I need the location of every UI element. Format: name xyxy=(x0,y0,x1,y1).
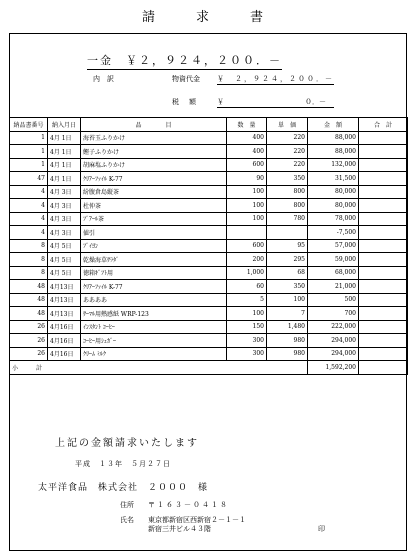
table-row xyxy=(10,212,408,226)
col-header-quantity: 数 量 xyxy=(227,118,267,132)
tax-label: 税額 xyxy=(172,98,206,106)
amount-cell: 57,000 xyxy=(308,239,359,253)
slip-number-cell: 8 xyxy=(10,253,48,267)
total-cell xyxy=(359,145,408,159)
amount-cell: 700 xyxy=(308,307,359,321)
amount-cell: 31,500 xyxy=(308,172,359,186)
col-header-unit-price: 単 価 xyxy=(267,118,308,132)
tax-amount: ０．－ xyxy=(305,98,326,106)
total-cell xyxy=(359,199,408,213)
col-header-total: 合 計 xyxy=(359,118,408,132)
quantity-cell: 400 xyxy=(227,131,267,145)
table-row xyxy=(10,334,408,348)
unit-price-cell: 7 xyxy=(267,307,308,321)
document-title: 請 求 書 xyxy=(141,10,277,25)
item-cell: 杜仲茶 xyxy=(81,199,227,213)
quantity-cell: 100 xyxy=(227,199,267,213)
unit-price-cell: 800 xyxy=(267,199,308,213)
total-cell xyxy=(359,320,408,334)
table-row xyxy=(10,320,408,334)
table-row xyxy=(10,266,408,280)
item-cell: ｲﾝｽﾀﾝﾄ ｺｰﾋｰ xyxy=(81,320,227,334)
table-header-row xyxy=(10,118,408,132)
item-cell: ｻｰﾏﾙ用熱感紙 WRP-123 xyxy=(81,307,227,321)
quantity-cell: 5 xyxy=(227,293,267,307)
amount-cell: 59,000 xyxy=(308,253,359,267)
delivery-date-cell: 4月 1日 xyxy=(48,131,81,145)
quantity-cell: 100 xyxy=(227,185,267,199)
col-header-delivery-date: 納入月日 xyxy=(48,118,81,132)
amount-cell: 500 xyxy=(308,293,359,307)
total-cell xyxy=(359,131,408,145)
total-cell xyxy=(359,266,408,280)
address-label: 住所 xyxy=(120,501,134,509)
table-row xyxy=(10,253,408,267)
quantity-cell: 100 xyxy=(227,307,267,321)
col-header-amount: 金 額 xyxy=(308,118,359,132)
unit-price-cell: 800 xyxy=(267,185,308,199)
slip-number-cell: 48 xyxy=(10,307,48,321)
table-row xyxy=(10,347,408,361)
delivery-date-cell: 4月 3日 xyxy=(48,199,81,213)
amount-cell: 88,000 xyxy=(308,145,359,159)
postal-code: 〒１６３－０４１８ xyxy=(148,501,229,509)
item-cell: ﾌﾞｲﾖﾝ xyxy=(81,239,227,253)
name-label: 氏名 xyxy=(120,516,134,524)
unit-price-cell: 350 xyxy=(267,172,308,186)
amount-cell: 294,000 xyxy=(308,347,359,361)
amount-cell: 294,000 xyxy=(308,334,359,348)
delivery-date-cell: 4月16日 xyxy=(48,334,81,348)
total-cell xyxy=(359,239,408,253)
delivery-date-cell: 4月 1日 xyxy=(48,145,81,159)
amount-cell: 21,000 xyxy=(308,280,359,294)
total-cell xyxy=(359,307,408,321)
unit-price-cell: 95 xyxy=(267,239,308,253)
breakdown-label: 内 訳 xyxy=(93,75,114,83)
total-cell xyxy=(359,253,408,267)
unit-price-cell: 980 xyxy=(267,334,308,348)
table-row xyxy=(10,185,408,199)
currency-mark: ￥ xyxy=(217,98,224,106)
item-cell: 海苔玉ふりかけ xyxy=(81,131,227,145)
slip-number-cell: 4 xyxy=(10,226,48,240)
slip-number-cell: 26 xyxy=(10,347,48,361)
closing-statement: 上記の金額請求いたします xyxy=(55,438,199,449)
item-cell: 値引 xyxy=(81,226,227,240)
amount-cell: 68,000 xyxy=(308,266,359,280)
slip-number-cell: 1 xyxy=(10,131,48,145)
address-line-2: 新宿三井ビル４３階 xyxy=(148,525,211,533)
issue-date: 平成 １３年 ５月２７日 xyxy=(75,460,171,468)
address-line-1: 東京都新宿区西新宿２－１－１ xyxy=(148,516,246,524)
amount-cell: 88,000 xyxy=(308,131,359,145)
slip-number-cell: 26 xyxy=(10,334,48,348)
slip-number-cell: 26 xyxy=(10,320,48,334)
unit-price-cell: 350 xyxy=(267,280,308,294)
goods-amount-value: ￥ ２，９２４，２００．－ xyxy=(217,75,334,83)
col-header-slip-number: 納品書番号 xyxy=(10,118,48,132)
amount-cell: -7,500 xyxy=(308,226,359,240)
total-cell xyxy=(359,347,408,361)
total-cell xyxy=(359,185,408,199)
item-cell: ｸﾘｰﾑ ﾐﾙｸ xyxy=(81,347,227,361)
quantity-cell: 600 xyxy=(227,158,267,172)
table-row xyxy=(10,293,408,307)
slip-number-cell: 4 xyxy=(10,185,48,199)
amount-cell: 78,000 xyxy=(308,212,359,226)
delivery-date-cell: 4月13日 xyxy=(48,307,81,321)
unit-price-cell: 295 xyxy=(267,253,308,267)
quantity-cell: 150 xyxy=(227,320,267,334)
slip-number-cell: 1 xyxy=(10,158,48,172)
total-cell xyxy=(359,172,408,186)
delivery-date-cell: 4月 3日 xyxy=(48,185,81,199)
quantity-cell: 400 xyxy=(227,145,267,159)
amount-cell: 80,000 xyxy=(308,185,359,199)
subtotal-row-total xyxy=(359,361,408,375)
table-row xyxy=(10,226,408,240)
total-cell xyxy=(359,280,408,294)
quantity-cell: 90 xyxy=(227,172,267,186)
delivery-date-cell: 4月16日 xyxy=(48,347,81,361)
total-cell xyxy=(359,293,408,307)
unit-price-cell: 220 xyxy=(267,145,308,159)
col-header-item: 品 目 xyxy=(81,118,227,132)
item-cell: 紛腹倉島縦茶 xyxy=(81,185,227,199)
delivery-date-cell: 4月 5日 xyxy=(48,253,81,267)
goods-amount-label: 物資代金 xyxy=(172,75,200,83)
table-row xyxy=(10,199,408,213)
subtotal-row xyxy=(10,361,408,375)
amount-cell: 132,000 xyxy=(308,158,359,172)
item-cell: ｸﾘｱｰﾌｧｲﾙ K-77 xyxy=(81,172,227,186)
item-cell: 鰹子ふりかけ xyxy=(81,145,227,159)
subtotal-row-value: 1,592,200 xyxy=(308,361,359,375)
total-cell xyxy=(359,226,408,240)
table-row xyxy=(10,280,408,294)
unit-price-cell: 100 xyxy=(267,293,308,307)
table-row xyxy=(10,239,408,253)
delivery-date-cell: 4月13日 xyxy=(48,280,81,294)
slip-number-cell: 4 xyxy=(10,199,48,213)
item-cell: 徳箱ｷﾞﾌﾄ用 xyxy=(81,266,227,280)
unit-price-cell: 220 xyxy=(267,158,308,172)
unit-price-cell xyxy=(267,226,308,240)
delivery-date-cell: 4月 5日 xyxy=(48,266,81,280)
quantity-cell xyxy=(227,226,267,240)
delivery-date-cell: 4月 1日 xyxy=(48,158,81,172)
total-cell xyxy=(359,212,408,226)
table-row xyxy=(10,307,408,321)
slip-number-cell: 4 xyxy=(10,212,48,226)
subtotal-row-label: 小 計 xyxy=(10,361,308,375)
table-row xyxy=(10,158,408,172)
item-cell: ﾌﾞｱｰﾙ茶 xyxy=(81,212,227,226)
quantity-cell: 60 xyxy=(227,280,267,294)
total-cell xyxy=(359,158,408,172)
slip-number-cell: 48 xyxy=(10,280,48,294)
slip-number-cell: 47 xyxy=(10,172,48,186)
delivery-date-cell: 4月13日 xyxy=(48,293,81,307)
delivery-date-cell: 4月16日 xyxy=(48,320,81,334)
seal-mark: 印 xyxy=(318,525,325,533)
quantity-cell: 1,000 xyxy=(227,266,267,280)
unit-price-cell: 780 xyxy=(267,212,308,226)
delivery-date-cell: 4月 5日 xyxy=(48,239,81,253)
unit-price-cell: 68 xyxy=(267,266,308,280)
table-row xyxy=(10,131,408,145)
slip-number-cell: 8 xyxy=(10,239,48,253)
unit-price-cell: 1,480 xyxy=(267,320,308,334)
delivery-date-cell: 4月 3日 xyxy=(48,226,81,240)
item-cell: 胡麻塩ふりかけ xyxy=(81,158,227,172)
quantity-cell: 300 xyxy=(227,334,267,348)
amount-cell: 222,000 xyxy=(308,320,359,334)
client-name: 太平洋食品 株式会社 ２０００ 様 xyxy=(38,483,209,493)
item-cell: ああああ xyxy=(81,293,227,307)
total-cell xyxy=(359,334,408,348)
grand-total-line: 一金 ￥２，９２４，２００．－ xyxy=(87,52,282,70)
unit-price-cell: 220 xyxy=(267,131,308,145)
table-row xyxy=(10,145,408,159)
amount-cell: 80,000 xyxy=(308,199,359,213)
quantity-cell: 100 xyxy=(227,212,267,226)
unit-price-cell: 980 xyxy=(267,347,308,361)
tax-value-line xyxy=(217,97,334,108)
delivery-date-cell: 4月 1日 xyxy=(48,172,81,186)
item-cell: 乾燥海草ｻﾗﾀﾞ xyxy=(81,253,227,267)
slip-number-cell: 8 xyxy=(10,266,48,280)
items-table xyxy=(9,117,408,375)
item-cell: ｺｰﾋｰ用ｼｭｶﾞｰ xyxy=(81,334,227,348)
quantity-cell: 600 xyxy=(227,239,267,253)
quantity-cell: 200 xyxy=(227,253,267,267)
slip-number-cell: 48 xyxy=(10,293,48,307)
slip-number-cell: 1 xyxy=(10,145,48,159)
table-row xyxy=(10,172,408,186)
item-cell: ｸﾘｱｰﾌｧｲﾙ K-77 xyxy=(81,280,227,294)
delivery-date-cell: 4月 3日 xyxy=(48,212,81,226)
quantity-cell: 300 xyxy=(227,347,267,361)
